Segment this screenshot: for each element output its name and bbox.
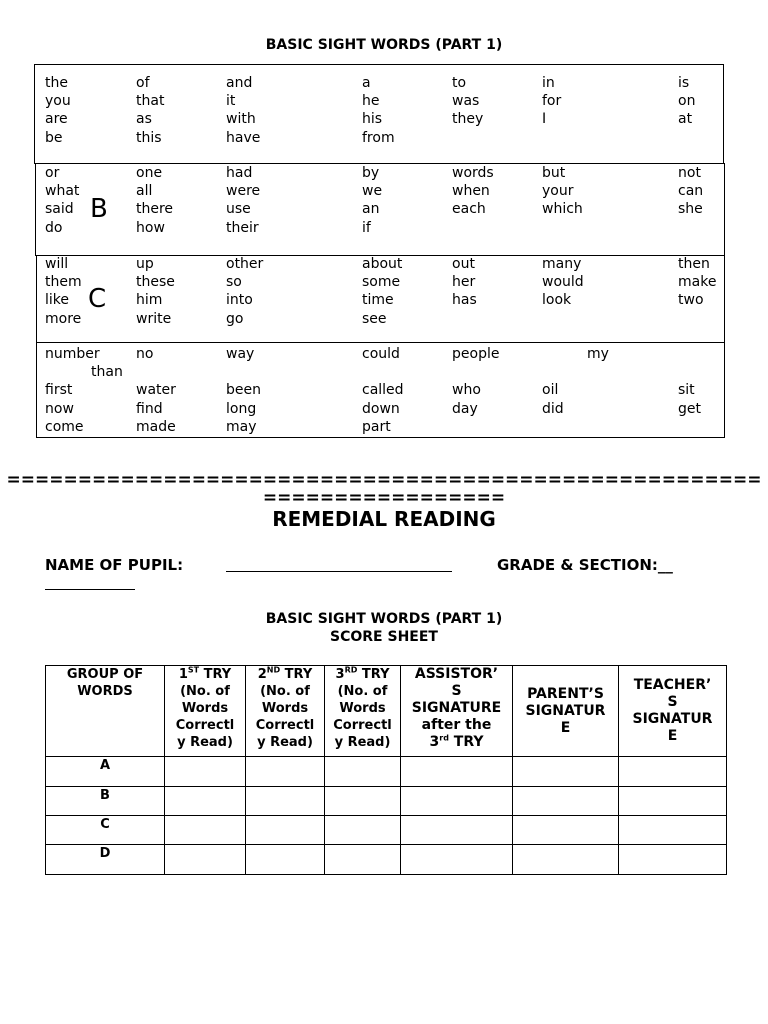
- sight-word: all: [136, 183, 153, 200]
- sight-word: she: [678, 201, 703, 218]
- score-entry-cell[interactable]: [619, 757, 727, 787]
- sight-word: that: [136, 93, 165, 110]
- sight-word: at: [678, 111, 693, 128]
- sight-word: they: [452, 111, 484, 128]
- header-assistor-signature: ASSISTOR’ S SIGNATURE after the 3rd TRY: [401, 666, 513, 757]
- sight-word: some: [362, 274, 401, 291]
- sight-word: part: [362, 418, 391, 435]
- sight-word: first: [45, 382, 73, 399]
- sight-word: when: [452, 183, 490, 200]
- score-entry-cell[interactable]: [325, 816, 401, 845]
- score-sheet-subtitle: SCORE SHEET: [330, 629, 438, 645]
- sight-word: a: [362, 75, 371, 91]
- sight-word: could: [362, 346, 400, 362]
- sight-word: by: [362, 165, 380, 181]
- sight-word: did: [542, 400, 564, 417]
- score-entry-cell[interactable]: [513, 816, 619, 845]
- sight-word: who: [452, 382, 481, 399]
- score-entry-cell[interactable]: [165, 845, 246, 875]
- sight-word: her: [452, 274, 476, 291]
- sight-word: made: [136, 418, 176, 435]
- score-entry-cell[interactable]: [246, 845, 325, 875]
- sight-word: oil: [542, 382, 559, 399]
- sight-word: and: [226, 75, 253, 91]
- sight-word: on: [678, 93, 696, 110]
- score-entry-cell[interactable]: [246, 787, 325, 816]
- sight-word: had: [226, 165, 253, 181]
- score-entry-cell[interactable]: [325, 787, 401, 816]
- sight-word: than: [91, 364, 123, 381]
- sight-word: which: [542, 201, 583, 218]
- sight-word: for: [542, 93, 562, 110]
- sight-word: look: [542, 292, 572, 309]
- sight-word: have: [226, 129, 261, 146]
- sight-word: one: [136, 165, 163, 181]
- score-row-group-label: D: [46, 845, 165, 875]
- score-row-group-label: C: [46, 816, 165, 845]
- sight-word: come: [45, 418, 84, 435]
- score-entry-cell[interactable]: [513, 787, 619, 816]
- sight-word: them: [45, 274, 82, 291]
- sight-word: not: [678, 165, 701, 181]
- sight-word: down: [362, 400, 400, 417]
- grade-section-line[interactable]: [45, 576, 135, 590]
- sight-word: number: [45, 346, 100, 362]
- sight-word: way: [226, 346, 255, 362]
- sight-word: sit: [678, 382, 695, 399]
- sight-word: from: [362, 129, 395, 146]
- score-entry-cell[interactable]: [619, 787, 727, 816]
- header-group-of-words: GROUP OF WORDS: [46, 666, 165, 757]
- sight-word: many: [542, 256, 582, 272]
- sight-word: how: [136, 219, 165, 236]
- score-entry-cell[interactable]: [325, 845, 401, 875]
- sight-word: more: [45, 310, 82, 327]
- sight-word: called: [362, 382, 404, 399]
- sight-word: an: [362, 201, 380, 218]
- sight-word: go: [226, 310, 244, 327]
- header-teacher-signature: TEACHER’ S SIGNATUR E: [619, 666, 727, 757]
- sight-word: is: [678, 75, 690, 91]
- sight-word: there: [136, 201, 174, 218]
- sight-word: been: [226, 382, 261, 399]
- group-label: B: [90, 194, 108, 224]
- sight-word: do: [45, 219, 63, 236]
- score-entry-cell[interactable]: [165, 816, 246, 845]
- sight-word: I: [542, 111, 547, 128]
- header-3rd-try: 3RD TRY (No. of Words Correctl y Read): [325, 666, 401, 757]
- sight-word: write: [136, 310, 172, 327]
- score-row: [46, 787, 727, 816]
- sight-word: into: [226, 292, 253, 309]
- sight-word: each: [452, 201, 486, 218]
- sight-word: are: [45, 111, 68, 128]
- score-row: [46, 845, 727, 875]
- score-entry-cell[interactable]: [513, 757, 619, 787]
- score-row-group-label: A: [46, 757, 165, 787]
- sight-word: he: [362, 93, 380, 110]
- score-table: [45, 665, 727, 875]
- score-entry-cell[interactable]: [619, 845, 727, 875]
- sight-word: no: [136, 346, 154, 362]
- sight-word: it: [226, 93, 236, 110]
- separator-line: =================: [262, 488, 506, 508]
- sight-word: now: [45, 400, 74, 417]
- score-header-row: [46, 666, 727, 757]
- sight-word: see: [362, 310, 387, 327]
- sight-word: his: [362, 111, 383, 128]
- section-title: REMEDIAL READING: [272, 507, 496, 531]
- sight-word: two: [678, 292, 704, 309]
- sight-word: words: [452, 165, 494, 181]
- sight-word: find: [136, 400, 163, 417]
- sight-word: was: [452, 93, 480, 110]
- sight-word: can: [678, 183, 704, 200]
- sight-word: people: [452, 346, 500, 362]
- sight-word: this: [136, 129, 162, 146]
- sight-word: then: [678, 256, 710, 272]
- score-entry-cell[interactable]: [325, 757, 401, 787]
- sight-word: the: [45, 75, 68, 91]
- score-row: [46, 757, 727, 787]
- score-entry-cell[interactable]: [401, 845, 513, 875]
- sight-word: if: [362, 219, 371, 236]
- sight-word: about: [362, 256, 403, 272]
- sight-word: with: [226, 111, 256, 128]
- separator-line: =====================================================: [6, 470, 762, 490]
- page-title: BASIC SIGHT WORDS (PART 1): [265, 37, 503, 53]
- sight-word: but: [542, 165, 566, 181]
- sight-word: will: [45, 256, 69, 272]
- name-of-pupil-label: NAME OF PUPIL:: [45, 556, 184, 574]
- header-parent-signature: PARENT’S SIGNATUR E: [513, 666, 619, 757]
- sight-word: would: [542, 274, 584, 291]
- sight-word: what: [45, 183, 80, 200]
- sight-word: we: [362, 183, 383, 200]
- sight-word: long: [226, 400, 257, 417]
- sight-word: said: [45, 201, 74, 218]
- sight-word: were: [226, 183, 261, 200]
- sight-word: to: [452, 75, 467, 91]
- sight-word: out: [452, 256, 475, 272]
- sight-word: you: [45, 93, 71, 110]
- sight-word: so: [226, 274, 242, 291]
- score-row-group-label: B: [46, 787, 165, 816]
- score-entry-cell[interactable]: [246, 816, 325, 845]
- score-entry-cell[interactable]: [165, 757, 246, 787]
- sight-word: be: [45, 129, 63, 146]
- sight-word: has: [452, 292, 477, 309]
- sight-word: in: [542, 75, 555, 91]
- header-2nd-try: 2ND TRY (No. of Words Correctl y Read): [246, 666, 325, 757]
- sight-word: of: [136, 75, 150, 91]
- sight-word: up: [136, 256, 154, 272]
- sight-word: or: [45, 165, 60, 181]
- score-entry-cell[interactable]: [619, 816, 727, 845]
- score-entry-cell[interactable]: [513, 845, 619, 875]
- sight-word: like: [45, 292, 70, 309]
- grade-section-label: GRADE & SECTION:__: [497, 556, 673, 574]
- score-row: [46, 816, 727, 845]
- sight-word: their: [226, 219, 259, 236]
- score-entry-cell[interactable]: [401, 787, 513, 816]
- sight-word: get: [678, 400, 701, 417]
- sight-word: other: [226, 256, 264, 272]
- score-entry-cell[interactable]: [401, 816, 513, 845]
- sight-word: may: [226, 418, 257, 435]
- sight-word: my: [587, 346, 609, 362]
- score-entry-cell[interactable]: [165, 787, 246, 816]
- sight-word: as: [136, 111, 152, 128]
- score-entry-cell[interactable]: [401, 757, 513, 787]
- sight-word: day: [452, 400, 478, 417]
- score-sheet-title: BASIC SIGHT WORDS (PART 1): [265, 611, 503, 627]
- header-1st-try: 1ST TRY (No. of Words Correctl y Read): [165, 666, 246, 757]
- sight-word: make: [678, 274, 717, 291]
- sight-word: him: [136, 292, 163, 309]
- score-entry-cell[interactable]: [246, 757, 325, 787]
- sight-word: water: [136, 382, 176, 399]
- sight-word: time: [362, 292, 394, 309]
- name-of-pupil-line[interactable]: [226, 556, 452, 572]
- sight-word: these: [136, 274, 175, 291]
- sight-word: use: [226, 201, 251, 218]
- group-label: C: [88, 284, 107, 314]
- sight-word: your: [542, 183, 574, 200]
